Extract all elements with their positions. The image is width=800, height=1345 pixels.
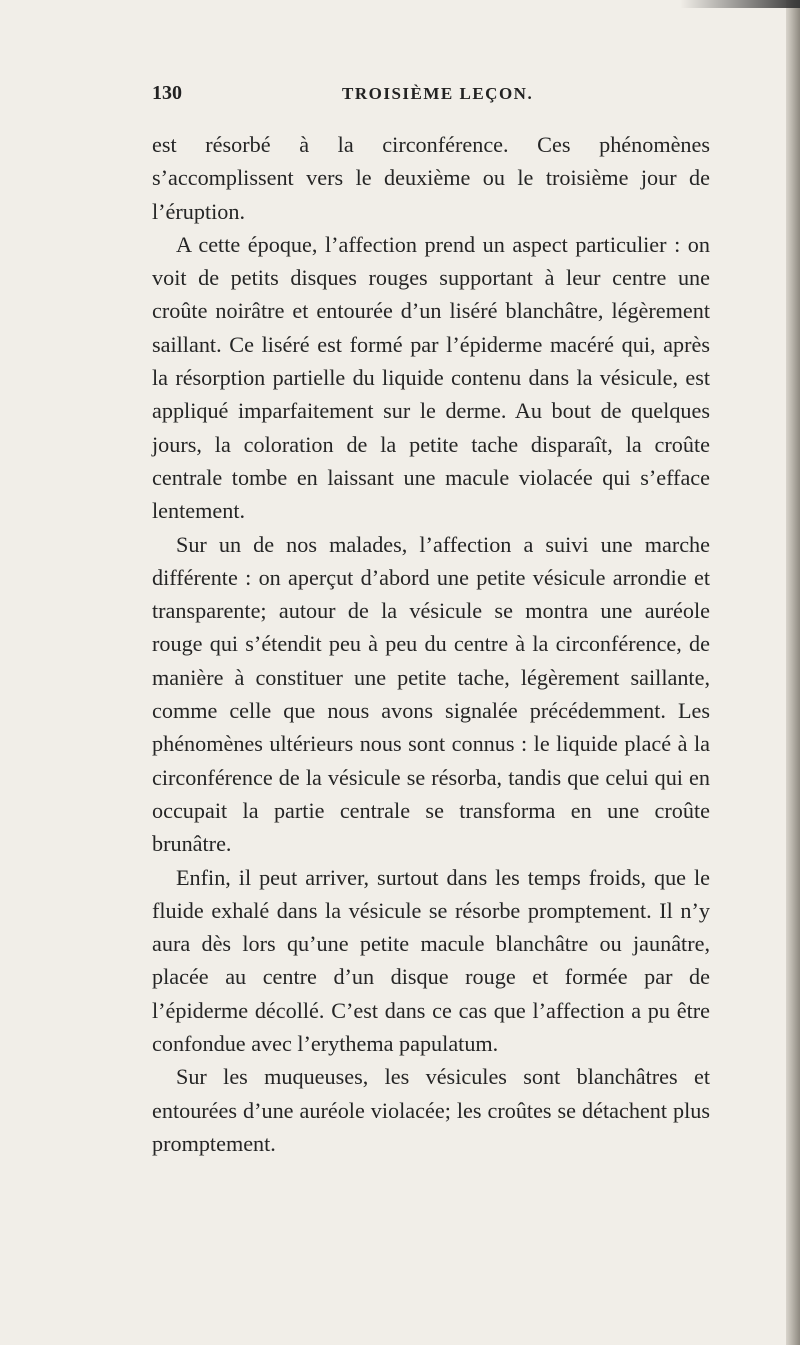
- page-header: [152, 82, 732, 108]
- page-edge: [786, 0, 800, 1345]
- paragraph: Enfin, il peut arriver, surtout dans les temps froids, que le fluide exhalé dans la vésicule se résorbe promptement. Il n’y aura dès lors qu’une petite macule blanchâtre ou jaunâtre, placée au centre d’un disque rouge et formée par de l’épiderme décollé. C’est dans ce cas que l’affection a pu être confondue avec l’erythema papulatum.: [152, 864, 710, 1057]
- running-head: TROISIÈME LEÇON.: [342, 84, 534, 103]
- paragraph: A cette époque, l’affection prend un aspect particulier : on voit de petits disques rouges supportant à leur centre une croûte noirâtre et entourée d’un liséré blanchâtre, légèrement saillant. Ce liséré est formé par l’épiderme macéré qui, après la résorption partielle du liquide contenu dans la vésicule, est appliqué imparfaitement sur le derme. Au bout de quelques jours, la coloration de la petite tache disparaît, la croûte centrale tombe en laissant une macule violacée qui s’efface lentement.: [152, 231, 710, 524]
- paragraph: Sur les muqueuses, les vésicules sont blanchâtres et entourées d’une auréole violacée; les croûtes se détachent plus promptement.: [152, 1064, 710, 1156]
- body-text: [152, 128, 710, 1160]
- paragraph: est résorbé à la circonférence. Ces phénomènes s’accomplissent vers le deuxième ou le troisième jour de l’éruption.: [152, 132, 710, 224]
- page-corner-shadow: [680, 0, 800, 8]
- page-number: 130: [152, 82, 182, 104]
- paragraph: Sur un de nos malades, l’affection a suivi une marche différente : on aperçut d’abord une petite vésicule arrondie et transparente; autour de la vésicule se montra une auréole rouge qui s’étendit peu à peu du centre à la circonférence, de manière à constituer une petite tache, légèrement saillante, comme celle que nous avons signalée précédemment. Les phénomènes ultérieurs nous sont connus : le liquide placé à la circonférence de la vésicule se résorba, tandis que celui qui en occupait la partie centrale se transforma en une croûte brunâtre.: [152, 531, 710, 857]
